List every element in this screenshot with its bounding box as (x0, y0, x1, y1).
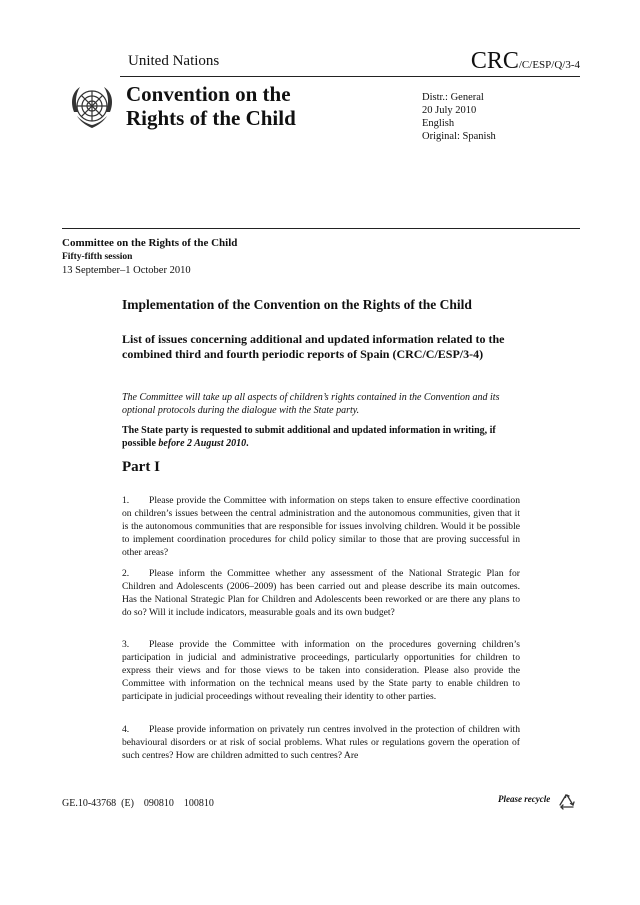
document-code: GE.10-43768 (E) 090810 100810 (62, 798, 214, 809)
paragraph-2 (122, 567, 520, 619)
document-symbol (471, 48, 580, 75)
recycle-label: Please recycle (498, 794, 551, 804)
title-line-2: Rights of the Child (126, 106, 296, 130)
submission-request (122, 424, 532, 450)
paragraph-number: 3. (122, 639, 130, 650)
paragraph-number: 1. (122, 495, 130, 506)
paragraph-text: Please inform the Committee whether any assessment of the National Strategic Plan for Children and Adolescents (2006–2009) has been carried out and please describe its main outcomes. Has the National Strategic Plan for Children and Adolescents been reworked or are there any plans to do so? Will it include indicators, measurable goals and its own budget? (122, 568, 520, 619)
paragraph-4 (122, 723, 520, 762)
language-line: English (422, 118, 455, 129)
date-line: 20 July 2010 (422, 105, 477, 116)
header-rule (120, 76, 580, 77)
committee-name: Committee on the Rights of the Child (62, 237, 238, 249)
distribution-line: Distr.: General (422, 92, 484, 103)
convention-title (126, 82, 296, 130)
symbol-suffix: /C/ESP/Q/3-4 (518, 59, 580, 71)
intro-note: The Committee will take up all aspects of children’s rights contained in the Convention and its optional protocols during the dialogue with the State party. (122, 392, 500, 416)
paragraph-number: 2. (122, 568, 130, 579)
un-emblem-icon (66, 82, 118, 134)
paragraph-number: 4. (122, 724, 130, 735)
original-language-line: Original: Spanish (422, 131, 496, 142)
paragraph-text: Please provide the Committee with information on the procedures governing children’s participation in judicial and administrative proceedings, particularly opportunities for children to express their views and for those views to be taken into consideration. Please also provide the Committee with information on the technical means used by the State party to enable children to participate in judicial proceedings without revealing their identity to other parties. (122, 639, 520, 703)
paragraph-text: Please provide the Committee with information on steps taken to ensure effective coordination on children’s issues between the central administration and the autonomous communities, given that it is the autonomous communities that are responsible for issues involving children. Would it be possible to implement coordination procedures for child policy similar to those that are proving successful in other areas? (122, 495, 520, 559)
request-deadline: before 2 August 2010 (158, 438, 247, 449)
section-rule (62, 228, 580, 229)
recycle-icon (556, 792, 578, 814)
title-line-1: Convention on the (126, 82, 291, 106)
paragraph-1 (122, 494, 520, 559)
request-text: The State party is requested to submit additional and updated information in writing, if possible (122, 425, 496, 449)
paragraph-3 (122, 638, 520, 703)
session-dates: 13 September–1 October 2010 (62, 265, 191, 276)
session-name: Fifty-fifth session (62, 251, 133, 262)
part-heading: Part I (122, 459, 160, 475)
main-title: Implementation of the Convention on the Rights of the Child (122, 297, 472, 312)
sub-title: List of issues concerning additional and updated information related to the combined third and fourth periodic reports of Spain (CRC/C/ESP/3-4) (122, 332, 505, 361)
committee-block (62, 237, 237, 278)
request-end: . (246, 438, 249, 449)
paragraph-text: Please provide information on privately run centres involved in the protection of children with behavioural disorders or at risk of social problems. What rules or regulations govern the operation of such centres? How are children admitted to such centres? Are (122, 724, 520, 762)
symbol-main: CRC (470, 48, 519, 74)
distribution-block (422, 91, 496, 143)
org-name: United Nations (128, 53, 220, 69)
